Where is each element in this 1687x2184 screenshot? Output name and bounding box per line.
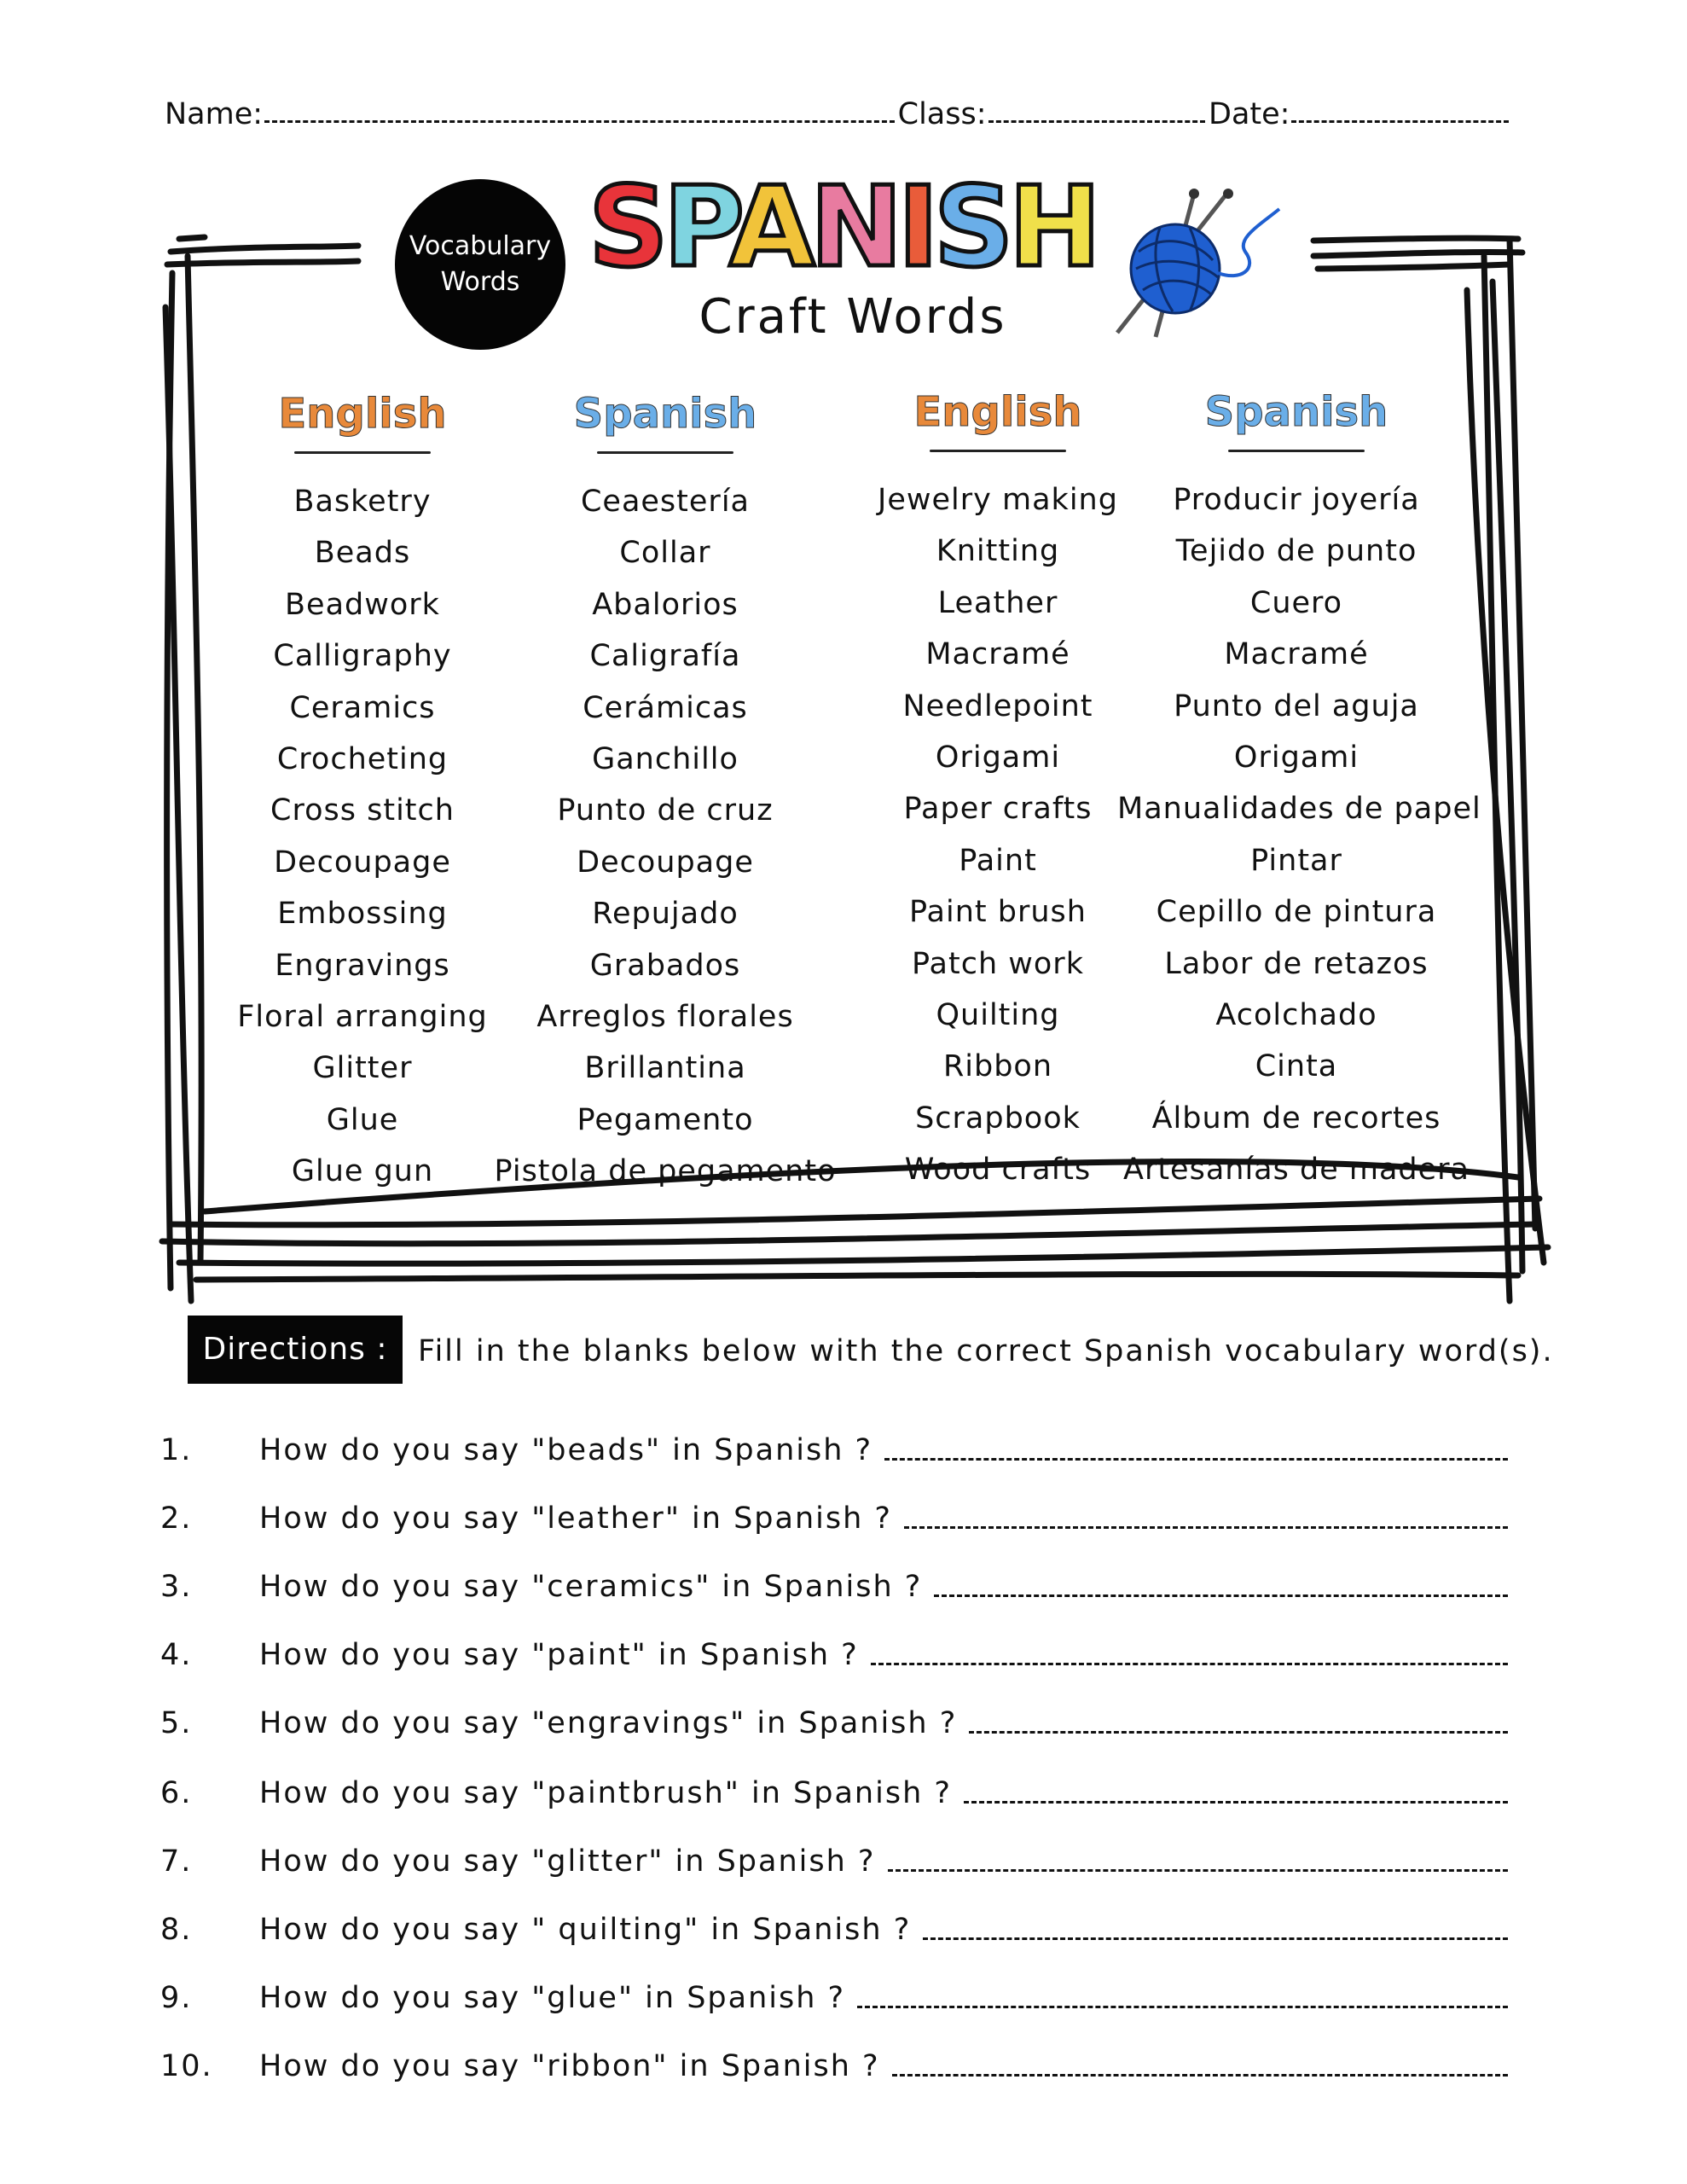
question-text: How do you say "engravings" in Spanish ?: [259, 1706, 958, 1740]
vocab-word: Punto del aguja: [1174, 688, 1419, 723]
vocab-word: Quilting: [936, 998, 1060, 1033]
answer-blank[interactable]: [904, 1509, 1508, 1529]
vocab-word: Pistola de pegamento: [494, 1154, 837, 1189]
vocabulary-words-badge: [395, 179, 565, 350]
vocab-word: Ceramics: [289, 690, 436, 725]
question-number: 2.: [160, 1502, 193, 1536]
title-letter: N: [809, 162, 898, 292]
vocab-word: Manualidades de papel: [1117, 792, 1481, 827]
title-letter: S: [588, 162, 664, 292]
title-letter: S: [933, 162, 1009, 292]
vocab-word: Leather: [937, 585, 1058, 620]
question-row: [160, 1698, 1508, 1749]
word-list: [486, 476, 844, 1198]
vocab-word: Needlepoint: [902, 688, 1093, 723]
vocab-word: Arreglos florales: [536, 1000, 794, 1035]
vocab-word: Basketry: [293, 485, 432, 519]
vocab-word: Cross stitch: [270, 793, 455, 828]
yarn-ball-knitting-needles-icon: [1100, 175, 1313, 346]
title-letter: P: [663, 162, 729, 292]
question-text: How do you say "leather" in Spanish ?: [259, 1502, 892, 1536]
vocab-word: Abalorios: [592, 587, 739, 622]
vocab-word: Pegamento: [577, 1102, 754, 1137]
vocab-word: Crocheting: [276, 742, 449, 777]
vocab-word: Repujado: [592, 897, 739, 932]
header-underline: [294, 451, 431, 454]
vocab-word: Origami: [935, 741, 1061, 775]
vocab-word: Cerámicas: [583, 690, 748, 725]
vocab-word: Producir joyería: [1173, 483, 1420, 517]
student-info-header: [165, 94, 1512, 131]
word-list: [1117, 474, 1481, 1196]
answer-blank[interactable]: [964, 1784, 1508, 1804]
vocab-word: Paint: [959, 843, 1037, 878]
question-number: 5.: [160, 1706, 193, 1740]
badge-line-2: Words: [440, 267, 520, 297]
answer-blank[interactable]: [892, 2057, 1508, 2077]
vocab-word: Acolchado: [1215, 998, 1377, 1033]
name-blank[interactable]: [264, 113, 895, 123]
title-letter: H: [1008, 162, 1097, 292]
question-row: [160, 1493, 1508, 1544]
question-number: 9.: [160, 1981, 193, 2015]
vocab-word: Ribbon: [942, 1049, 1053, 1084]
vocab-word: Ceaestería: [580, 485, 750, 519]
vocab-word: Origami: [1233, 741, 1359, 775]
vocab-word: Calligraphy: [273, 639, 452, 674]
header-underline: [1228, 450, 1365, 452]
vocab-word: Caligrafía: [589, 639, 741, 674]
vocab-word: Artesanías de madera: [1123, 1153, 1470, 1188]
answer-blank[interactable]: [934, 1577, 1508, 1597]
vocab-word: Cuero: [1249, 585, 1343, 620]
question-text: How do you say " quilting" in Spanish ?: [259, 1913, 912, 1947]
vocab-word: Engravings: [275, 948, 450, 983]
vocab-word: Cinta: [1255, 1049, 1338, 1084]
page-subtitle: Craft Words: [699, 289, 1007, 345]
vocab-word: Scrapbook: [915, 1101, 1081, 1136]
vocab-word: Brillantina: [584, 1051, 746, 1086]
question-number: 8.: [160, 1913, 193, 1947]
class-blank[interactable]: [988, 113, 1206, 123]
vocab-word: Macramé: [1224, 637, 1369, 672]
directions-text: Fill in the blanks below with the correct Spanish vocabulary word(s).: [418, 1334, 1554, 1368]
vocab-word: Glue: [326, 1102, 399, 1137]
column-spanish-2: [1117, 386, 1481, 1196]
vocab-word: Beadwork: [285, 587, 440, 622]
question-text: How do you say "paint" in Spanish ?: [259, 1638, 859, 1672]
question-text: How do you say "beads" in Spanish ?: [259, 1433, 873, 1467]
column-header: English: [913, 388, 1082, 436]
column-header: English: [278, 390, 447, 438]
question-row: [160, 1629, 1508, 1681]
vocab-word: Paint brush: [909, 895, 1087, 930]
title-letter: I: [897, 162, 934, 292]
answer-blank[interactable]: [923, 1920, 1508, 1940]
vocab-word: Álbum de recortes: [1151, 1101, 1441, 1136]
question-row: [160, 1561, 1508, 1612]
vocab-word: Macramé: [925, 637, 1070, 672]
column-spanish-1: [486, 388, 844, 1198]
date-label: Date:: [1209, 97, 1290, 131]
vocab-word: Beads: [314, 536, 411, 571]
question-row: [160, 1904, 1508, 1955]
question-number: 6.: [160, 1776, 193, 1810]
question-row: [160, 1972, 1508, 2024]
answer-blank[interactable]: [871, 1646, 1508, 1665]
header-underline: [930, 450, 1066, 452]
question-text: How do you say "paintbrush" in Spanish ?: [259, 1776, 952, 1810]
question-number: 4.: [160, 1638, 193, 1672]
question-text: How do you say "ceramics" in Spanish ?: [259, 1570, 923, 1604]
vocab-word: Wood crafts: [904, 1153, 1092, 1188]
question-row: [160, 1425, 1508, 1476]
title-letter: A: [729, 162, 810, 292]
vocab-word: Labor de retazos: [1164, 946, 1429, 981]
vocab-word: Glue gun: [291, 1154, 434, 1189]
vocab-word: Punto de cruz: [557, 793, 774, 828]
directions-label: Directions :: [188, 1316, 403, 1384]
question-text: How do you say "glitter" in Spanish ?: [259, 1844, 876, 1879]
vocab-word: Decoupage: [274, 845, 451, 880]
question-number: 7.: [160, 1844, 193, 1879]
column-header: Spanish: [1204, 388, 1388, 436]
vocab-word: Tejido de punto: [1175, 534, 1417, 569]
name-label: Name:: [165, 97, 264, 131]
question-number: 1.: [160, 1433, 193, 1467]
vocab-word: Jewelry making: [878, 483, 1118, 517]
page-title: [588, 162, 1097, 292]
vocab-word: Ganchillo: [592, 742, 739, 777]
vocab-word: Patch work: [912, 946, 1084, 981]
vocab-word: Glitter: [312, 1051, 413, 1086]
answer-blank[interactable]: [857, 1989, 1508, 2008]
column-header: Spanish: [573, 390, 757, 438]
date-blank[interactable]: [1291, 113, 1509, 123]
vocab-word: Collar: [619, 536, 711, 571]
vocab-word: Decoupage: [577, 845, 754, 880]
answer-blank[interactable]: [884, 1441, 1508, 1461]
vocab-word: Floral arranging: [237, 1000, 488, 1035]
answer-blank[interactable]: [888, 1852, 1509, 1872]
badge-line-1: Vocabulary: [409, 231, 552, 261]
question-row: [160, 1768, 1508, 1819]
vocab-word: Embossing: [277, 897, 448, 932]
vocab-word: Knitting: [936, 534, 1060, 569]
question-row: [160, 2041, 1508, 2092]
header-underline: [597, 451, 733, 454]
vocab-word: Paper crafts: [903, 792, 1093, 827]
vocab-word: Grabados: [589, 948, 741, 983]
answer-blank[interactable]: [969, 1714, 1508, 1734]
question-number: 10.: [160, 2049, 213, 2083]
vocab-word: Cepillo de pintura: [1156, 895, 1437, 930]
vocab-word: Pintar: [1250, 843, 1342, 878]
class-label: Class:: [897, 97, 987, 131]
question-number: 3.: [160, 1570, 193, 1604]
question-text: How do you say "glue" in Spanish ?: [259, 1981, 846, 2015]
question-row: [160, 1836, 1508, 1887]
question-text: How do you say "ribbon" in Spanish ?: [259, 2049, 880, 2083]
